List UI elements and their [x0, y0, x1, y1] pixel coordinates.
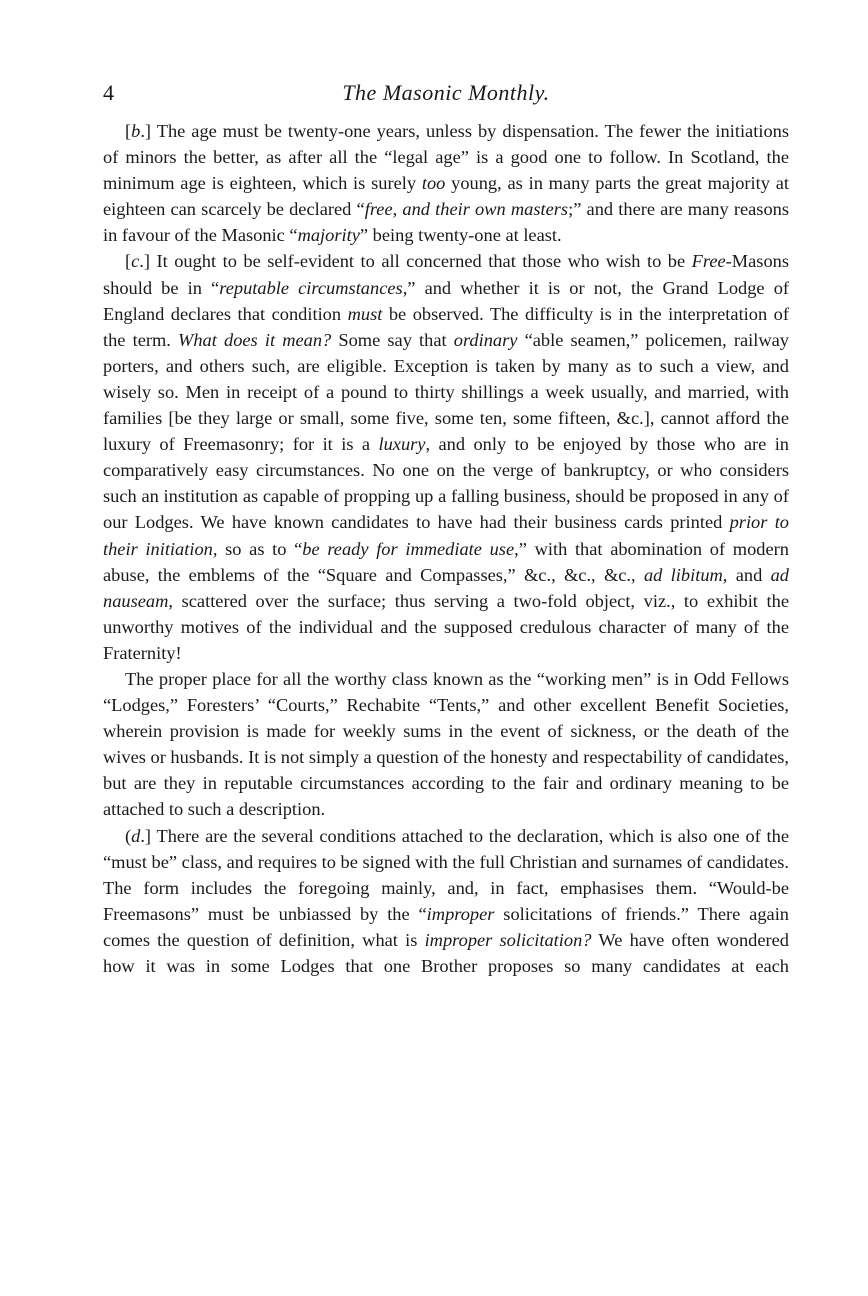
text-run: [ [125, 121, 132, 141]
italic-text: be ready for immediate use [302, 538, 515, 559]
italic-text: must [347, 303, 383, 324]
paragraph-b [103, 118, 789, 248]
italic-text: majority [297, 225, 360, 246]
paragraph-working-men [103, 666, 789, 823]
italic-text: What does it mean? [178, 329, 332, 350]
italic-text: ad libitum [643, 564, 723, 585]
italic-text: ad nauseam [103, 564, 789, 611]
italic-text: reputable circumstances [219, 277, 403, 298]
italic-text: improper solicitation? [424, 929, 592, 950]
page-header [103, 78, 789, 114]
article-body [103, 118, 789, 979]
italic-text: b [131, 121, 141, 141]
text-run: ( [125, 825, 132, 846]
running-title: The Masonic Monthly. [342, 80, 550, 105]
paragraph-c [103, 248, 789, 666]
text-run: [ [125, 251, 132, 272]
text-run: .] It ought to be self-evident to all concerned that those who wish to be [139, 251, 692, 272]
text-run: ,” and whether it is or not, the Grand Lodge of England declares that condition [103, 277, 790, 324]
italic-text: prior to their initiation [103, 512, 789, 559]
italic-text: free, and their own masters [364, 199, 569, 220]
text-run: be observed. The difficulty is in the interpretation of the term. [103, 303, 789, 350]
text-run: Some say that [331, 329, 454, 350]
italic-text: ordinary [453, 329, 518, 350]
text-run: , scattered over the surface; thus serving a two-fold object, viz., to exhibit the unworthy motives of the individual and the supposed credulous character of many of the Fraternity! [103, 590, 789, 663]
text-run: -Masons should be in “ [103, 251, 789, 298]
text-run: young, as in many parts the great majority at eighteen can scarcely be declared “ [103, 173, 789, 220]
text-run: “able seamen,” policemen, railway porters, and others such, are eligible. Exception is taken by many as to such a view, and wisely so. Men in receipt of a pound to thirty shillings a week usually, and married, with families [be they large or small, some five, some ten, some fifteen, &c.], cannot afford the luxury of Freemasonry; for it is a [103, 329, 790, 455]
text-run: , so as to “ [212, 538, 303, 559]
text-run: We have often wondered how it was in some Lodges that one Brother proposes so many candidates at each [103, 929, 789, 976]
text-run: The proper place for all the worthy class known as the “working men” is in Odd Fellows “Lodges,” Foresters’ “Courts,” Rechabite “Tents,” and other excellent Benefit Societies, wherein provision is made for weekly sums in the event of sickness, or the death of the wives or husbands. It is not simply a question of the honesty and respectability of candidates, but are they in reputable circumstances according to the fair and ordinary meaning to be attached to such a description. [103, 668, 789, 820]
text-run: ;” and there are many reasons in favour of the Masonic “ [103, 199, 789, 246]
text-run: ,” with that abomination of modern abuse, the emblems of the “Square and Compasses,” &c., &c., &c., [103, 538, 789, 585]
page-number: 4 [103, 80, 114, 105]
text-run: .] There are the several conditions attached to the declaration, which is also one of the “must be” class, and requires to be signed with the full Christian and surnames of candidates. The form includes the foregoing mainly, and, in fact, emphasises them. “Would-be Freemasons” must be unbiassed by the “ [103, 825, 789, 924]
text-run: .] The age must be twenty-one years, unless by dispensation. The fewer the initiations of minors the better, as after all the “legal age” is a good one to follow. In Scotland, the minimum age is eighteen, which is surely [103, 121, 789, 194]
text-run: ” being twenty-one at least. [359, 225, 562, 246]
italic-text: Free [691, 251, 726, 272]
italic-text: luxury [378, 434, 426, 455]
text-run: , and [722, 564, 771, 585]
italic-text: improper [426, 903, 495, 924]
text-run: solicitations of friends.” There again comes the question of definition, what is [103, 903, 790, 950]
italic-text: too [421, 173, 446, 194]
italic-text: d [131, 825, 141, 846]
book-page [103, 78, 789, 979]
paragraph-d [103, 823, 789, 980]
italic-text: c [131, 251, 140, 272]
text-run: , and only to be enjoyed by those who are in comparatively easy circumstances. No one on the verge of bankruptcy, or who considers such an institution as capable of propping up a falling business, should be proposed in any of our Lodges. We have known candidates to have had their business cards printed [103, 434, 790, 533]
